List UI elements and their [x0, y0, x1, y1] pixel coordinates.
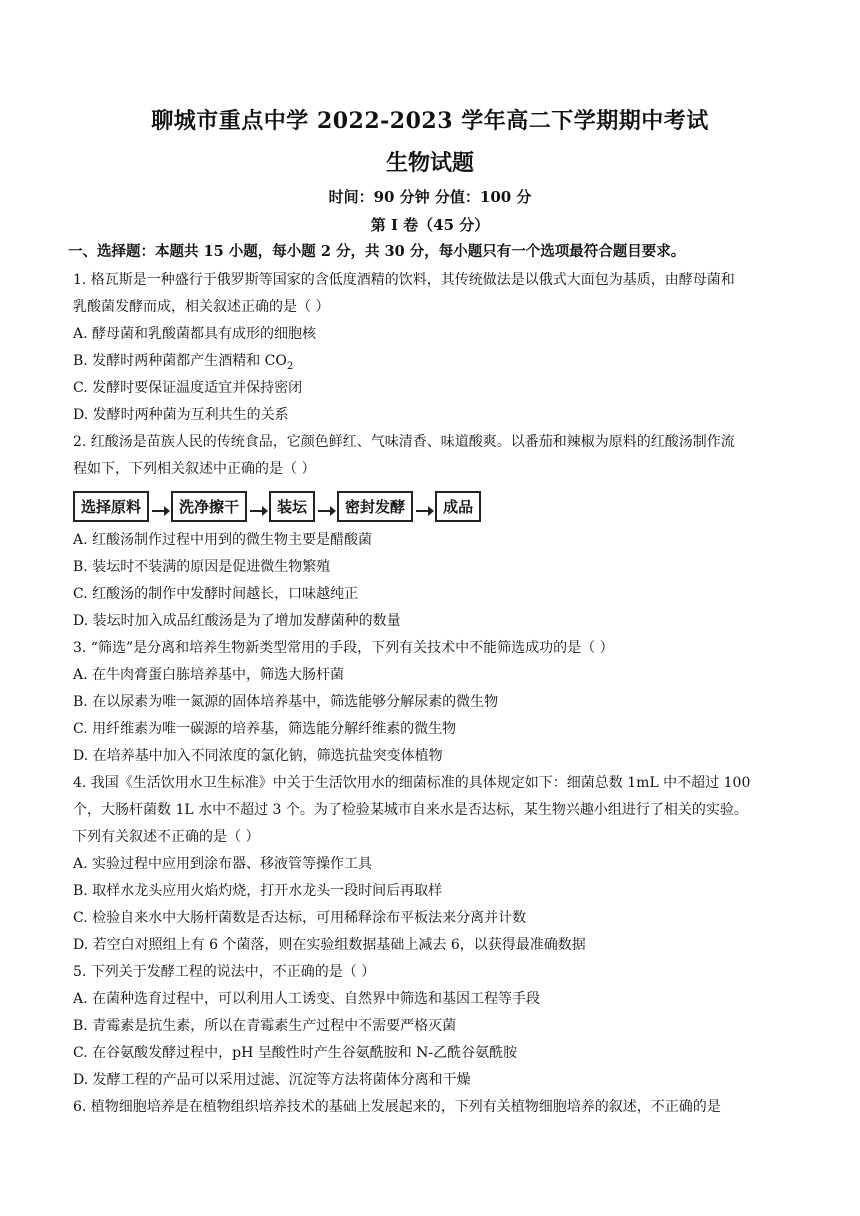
- flow-step-5: 成品: [435, 491, 481, 522]
- q2-option-c: C. 红酸汤的制作中发酵时间越长，口味越纯正: [73, 586, 359, 602]
- q5-stem-line1: 5. 下列关于发酵工程的说法中，不正确的是（ ）: [73, 964, 376, 980]
- q5-option-b: B. 青霉素是抗生素，所以在青霉素生产过程中不需要严格灭菌: [73, 1018, 457, 1034]
- q2-stem-line2: 程如下，下列相关叙述中正确的是（ ）: [73, 461, 316, 477]
- q4-option-d: D. 若空白对照组上有 6 个菌落，则在实验组数据基础上减去 6，以获得最准确数据: [73, 937, 586, 953]
- q4-stem-line3: 下列有关叙述不正确的是（ ）: [73, 829, 260, 845]
- q4-option-a: A. 实验过程中应用到涂布器、移液管等操作工具: [73, 856, 373, 872]
- q1-option-c: C. 发酵时要保证温度适宜并保持密闭: [73, 380, 303, 396]
- flow-arrow-1: [152, 510, 168, 512]
- q3-option-a: A. 在牛肉膏蛋白胨培养基中，筛选大肠杆菌: [73, 667, 345, 683]
- q3-option-d: D. 在培养基中加入不同浓度的氯化钠，筛选抗盐突变体植物: [73, 748, 443, 764]
- q1-option-a: A. 酵母菌和乳酸菌都具有成形的细胞核: [73, 326, 317, 342]
- flow-arrow-3: [318, 510, 334, 512]
- q3-option-b: B. 在以尿素为唯一氮源的固体培养基中，筛选能够分解尿素的微生物: [73, 694, 499, 710]
- q4-stem-line2: 个，大肠杆菌数 1L 水中不超过 3 个。为了检验某城市自来水是否达标，某生物兴趣小组进行了相关的实验。: [73, 802, 748, 818]
- flow-arrow-4: [416, 510, 432, 512]
- q2-stem-line1: 2. 红酸汤是苗族人民的传统食品，它颜色鲜红、气味清香、味道酸爽。以番茄和辣椒为原料的红酸汤制作流: [73, 434, 735, 450]
- q3-stem-line1: 3. “筛选”是分离和培养生物新类型常用的手段，下列有关技术中不能筛选成功的是（ ）: [73, 640, 614, 656]
- time-score: 时间：90 分钟 分值：100 分: [328, 188, 532, 206]
- flow-step-1: 选择原料: [73, 491, 149, 522]
- q1-option-b-sub: 2: [286, 360, 294, 372]
- q5-option-c: C. 在谷氨酸发酵过程中，pH 呈酸性时产生谷氨酰胺和 N-乙酰谷氨酰胺: [73, 1045, 518, 1061]
- q5-option-d: D. 发酵工程的产品可以采用过滤、沉淀等方法将菌体分离和干燥: [73, 1072, 471, 1088]
- instruction: 一、选择题：本题共 15 小题，每小题 2 分，共 30 分，每小题只有一个选项最符合题目要求。: [68, 243, 686, 260]
- q4-stem-line1: 4. 我国《生活饮用水卫生标准》中关于生活饮用水的细菌标准的具体规定如下：细菌总数 1mL 中不超过 100: [73, 775, 751, 791]
- q2-option-b: B. 装坛时不装满的原因是促进微生物繁殖: [73, 559, 331, 575]
- flow-arrow-2: [250, 510, 266, 512]
- q3-option-c: C. 用纤维素为唯一碳源的培养基，筛选能分解纤维素的微生物: [73, 721, 457, 737]
- q6-stem-line1: 6. 植物细胞培养是在植物组织培养技术的基础上发展起来的，下列有关植物细胞培养的叙述，不正确的是: [73, 1099, 721, 1115]
- q1-stem-line1: 1. 格瓦斯是一种盛行于俄罗斯等国家的含低度酒精的饮料，其传统做法是以俄式大面包为基质，由酵母菌和: [73, 272, 735, 288]
- q2-flowchart: [73, 490, 481, 522]
- flow-step-2: 洗净擦干: [171, 491, 247, 522]
- q1-option-d: D. 发酵时两种菌为互利共生的关系: [73, 407, 289, 423]
- q5-option-a: A. 在菌种选育过程中，可以利用人工诱变、自然界中筛选和基因工程等手段: [73, 991, 541, 1007]
- q1-option-b-text: B. 发酵时两种菌都产生酒精和 CO: [73, 353, 287, 369]
- q1-option-b: [73, 351, 793, 377]
- q2-option-d: D. 装坛时加入成品红酸汤是为了增加发酵菌种的数量: [73, 613, 401, 629]
- flow-step-3: 装坛: [269, 491, 315, 522]
- q4-option-b: B. 取样水龙头应用火焰灼烧，打开水龙头一段时间后再取样: [73, 883, 443, 899]
- section-title: 第 I 卷（45 分）: [370, 216, 490, 234]
- q4-option-c: C. 检验自来水中大肠杆菌数是否达标，可用稀释涂布平板法来分离并计数: [73, 910, 527, 926]
- q2-option-a: A. 红酸汤制作过程中用到的微生物主要是醋酸菌: [73, 532, 373, 548]
- q1-stem-line2: 乳酸菌发酵而成，相关叙述正确的是（ ）: [73, 299, 330, 315]
- exam-title: 聊城市重点中学 2022-2023 学年高二下学期期中考试: [151, 108, 709, 134]
- subject-title: 生物试题: [385, 150, 474, 176]
- flow-step-4: 密封发酵: [337, 491, 413, 522]
